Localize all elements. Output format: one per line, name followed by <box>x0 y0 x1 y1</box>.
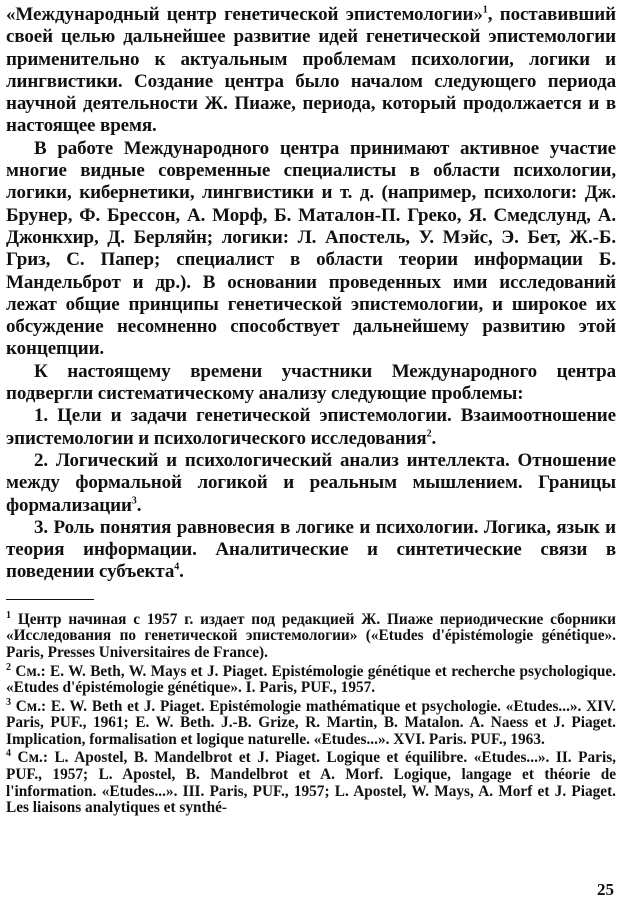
footnote-mark-1: 1 <box>6 609 11 621</box>
list-item-3-period: . <box>179 561 184 583</box>
list-item-1 <box>6 405 616 450</box>
footnote-divider <box>6 599 94 600</box>
footnote-2-text: См.: E. W. Beth, W. Mays et J. Piaget. Epistémologie génétique et recherche psychologique. «Etudes d'épistémologie génétique». I. Paris, PUF., 1957. <box>6 662 617 697</box>
list-item-2-text: 2. Логический и психологический анализ интеллекта. Отношение между формальной логикой и реальным мышлением. Границы формализации <box>6 449 616 516</box>
footnote-3 <box>6 696 617 749</box>
footnote-ref-4: 4 <box>174 562 180 574</box>
footnote-1-text: Центр начиная с 1957 г. издает под редакцией Ж. Пиаже периодические сборники «Исследования по генетической эпистемологии» («Etudes d'épistémologie génétique». Paris, Presses Universitaires de France). <box>6 610 616 661</box>
footnote-ref-1: 1 <box>482 4 488 16</box>
book-page <box>6 4 616 904</box>
list-item-1-text: 1. Цели и задачи генетической эпистемологии. Взаимоотношение эпистемологии и психологического исследования <box>6 405 616 449</box>
footnote-ref-3: 3 <box>131 495 137 507</box>
paragraph-3-text: К настоящему времени участники Международного центра подвергли систематическому анализу следующие проблемы: <box>6 360 616 405</box>
footnote-3-text: См.: E. W. Beth et J. Piaget. Epistémologie mathématique et psychologie. «Etudes...». XIV. Paris, PUF., 1961; E. W. Beth. J.-B. Grize, R. Martin, B. Matalon. A. Naess et J. Piaget. Implication, formalisation et logique naturelle. «Etudes...». XVI. Paris. PUF., 1963. <box>6 697 617 748</box>
list-item-3-text: 3. Роль понятия равновесия в логике и психологии. Логика, язык и теория информации. Аналитические и синтетические связи в поведении субъекта <box>6 516 616 583</box>
paragraph-1-continuation: , поставивший своей целью дальнейшее развитие идей генетической эпистемологии применительно к актуальным проблемам психологии, логики и лингвистики. Создание центра было началом следующего периода научной деятельности Ж. Пиаже, периода, который продолжается и в настоящее время. <box>6 4 616 137</box>
footnote-2 <box>6 661 617 697</box>
footnote-mark-2: 2 <box>6 661 11 673</box>
footnote-mark-4: 4 <box>6 748 11 760</box>
page-number: 25 <box>597 880 614 899</box>
footnotes <box>6 609 617 817</box>
footnote-4 <box>6 750 616 816</box>
paragraph-2 <box>6 138 616 361</box>
paragraph-1-text: «Международный центр генетической эпистемологии» <box>6 4 483 25</box>
body-text <box>6 4 616 584</box>
paragraph-3 <box>6 361 616 406</box>
footnote-ref-2: 2 <box>426 428 432 440</box>
list-item-2-period: . <box>136 494 142 516</box>
footnote-mark-3: 3 <box>6 696 11 708</box>
footnote-4-text: См.: L. Apostel, B. Mandelbrot et J. Piaget. Logique et équilibre. «Etudes...». II. Paris, PUF., 1957; L. Apostel, B. Mandelbrot et A. Morf. Logique, langage et théorie de l'information. «Etudes...». III. Paris, PUF., 1957; L. Apostel, W. Mays, A. Morf et J. Piaget. Les liaisons analytiques et synthé- <box>6 749 616 817</box>
list-item-1-period: . <box>431 427 437 449</box>
paragraph-2-text: В работе Международного центра принимают активное участие многие видные современные специалисты в области психологии, логики, кибернетики, лингвистики и т. д. (например, психологи: Дж. Брунер, Ф. Брессон, А. Морф, Б. Маталон-П. Греко, Я. Смедслунд, А. Джонкхир, Д. Берляйн; логики: Л. Апостель, У. Мэйс, Э. Бет, Ж.-Б. Гриз, С. Папер; специалист в области теории информации Б. Мандельброт и др.). В основании проведенных ими исследований лежат общие принципы генетической эпистемологии, и широкое их обсуждение несомненно способствует дальнейшему развитию этой концепции. <box>6 137 616 360</box>
paragraph-1 <box>6 4 616 138</box>
list-item-2 <box>6 450 616 517</box>
footnote-1 <box>6 609 616 662</box>
list-item-3 <box>6 517 616 584</box>
